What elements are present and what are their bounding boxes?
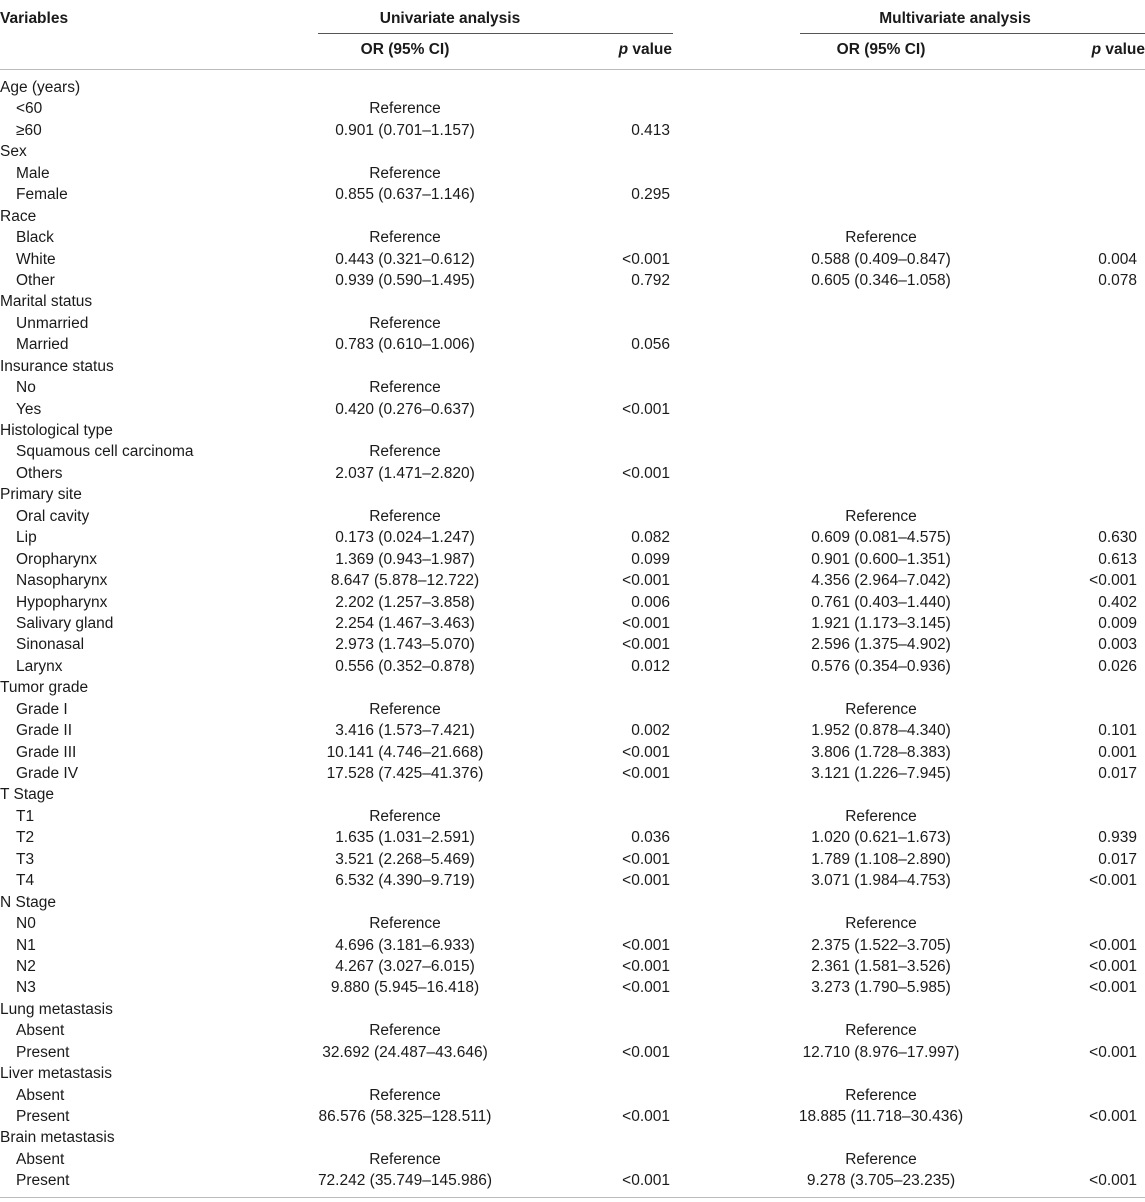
table-row <box>0 270 1145 291</box>
table-row <box>0 313 1145 334</box>
multivariate-p-cell: 0.630 <box>1098 529 1137 547</box>
p-value-word: value <box>628 41 672 58</box>
variable-cell: Squamous cell carcinoma <box>16 443 194 461</box>
univariate-or-cell: Reference <box>369 314 441 332</box>
table-row <box>0 377 1145 398</box>
header-bottom-rule <box>0 69 1145 70</box>
multivariate-or-cell: 2.596 (1.375–4.902) <box>811 636 951 654</box>
variable-cell: Present <box>16 1172 70 1190</box>
variable-cell: Lung metastasis <box>0 1000 113 1018</box>
variable-cell: N3 <box>16 979 36 997</box>
multivariate-or-cell: 0.605 (0.346–1.058) <box>811 271 951 289</box>
table-row <box>0 613 1145 634</box>
table-row <box>0 699 1145 720</box>
table-row <box>0 141 1145 162</box>
univariate-p-cell: <0.001 <box>622 572 670 590</box>
table-row <box>0 913 1145 934</box>
variable-cell: Salivary gland <box>16 614 114 632</box>
variable-cell: Marital status <box>0 293 93 311</box>
variable-cell: Lip <box>16 529 37 547</box>
multivariate-or-cell: 1.952 (0.878–4.340) <box>811 722 951 740</box>
header-variables: Variables <box>0 10 69 27</box>
univariate-or-cell: 2.254 (1.467–3.463) <box>335 614 475 632</box>
univariate-p-cell: 0.792 <box>631 271 670 289</box>
univariate-or-cell: 1.369 (0.943–1.987) <box>335 550 475 568</box>
variable-cell: Oropharynx <box>16 550 97 568</box>
univariate-or-cell: 3.416 (1.573–7.421) <box>335 722 475 740</box>
univariate-or-cell: Reference <box>369 1086 441 1104</box>
univariate-p-cell: <0.001 <box>622 979 670 997</box>
multivariate-p-cell: <0.001 <box>1089 1043 1137 1061</box>
univariate-or-cell: Reference <box>369 915 441 933</box>
variable-cell: Absent <box>16 1086 65 1104</box>
multivariate-or-cell: 1.789 (1.108–2.890) <box>811 850 951 868</box>
table-row <box>0 98 1145 119</box>
multivariate-or-cell: Reference <box>845 915 917 933</box>
multivariate-p-header <box>1030 41 1145 59</box>
univariate-p-cell: <0.001 <box>622 1172 670 1190</box>
table-row <box>0 163 1145 184</box>
univariate-p-cell: 0.056 <box>631 336 670 354</box>
table-row <box>0 227 1145 248</box>
table-row <box>0 1106 1145 1127</box>
table-row <box>0 291 1145 312</box>
univariate-or-cell: Reference <box>369 807 441 825</box>
multivariate-or-cell: 3.121 (1.226–7.945) <box>811 765 951 782</box>
variable-cell: Oral cavity <box>16 507 90 525</box>
variable-cell: Yes <box>16 400 42 418</box>
multivariate-or-cell: Reference <box>845 1086 917 1104</box>
variable-cell: Sex <box>0 143 27 161</box>
variable-cell: Absent <box>16 1022 65 1040</box>
p-italic: p <box>618 41 629 58</box>
variable-cell: Black <box>16 229 54 247</box>
variable-cell: No <box>16 379 36 397</box>
univariate-or-cell: 17.528 (7.425–41.376) <box>326 765 484 782</box>
table-row <box>0 549 1145 570</box>
univariate-or-cell: 32.692 (24.487–43.646) <box>322 1043 488 1061</box>
univariate-p-cell: <0.001 <box>622 765 670 782</box>
univariate-or-header: OR (95% CI) <box>360 41 450 58</box>
univariate-p-cell: 0.082 <box>631 529 670 547</box>
variable-cell: Hypopharynx <box>16 593 108 611</box>
univariate-or-cell: 8.647 (5.878–12.722) <box>330 572 480 590</box>
multivariate-p-cell: 0.101 <box>1098 722 1137 740</box>
variable-cell: Female <box>16 186 68 204</box>
table-row <box>0 1042 1145 1063</box>
multivariate-or-cell: 0.588 (0.409–0.847) <box>811 250 951 268</box>
univariate-or-cell: 0.939 (0.590–1.495) <box>335 271 475 289</box>
variable-cell: Insurance status <box>0 357 114 375</box>
variable-cell: Grade III <box>16 743 77 761</box>
variable-cell: Married <box>16 336 69 354</box>
table-row <box>0 249 1145 270</box>
table-row <box>0 1127 1145 1148</box>
table-row <box>0 742 1145 763</box>
multivariate-or-cell: Reference <box>845 507 917 525</box>
variable-cell: Nasopharynx <box>16 572 108 590</box>
variable-cell: Larynx <box>16 657 63 675</box>
multivariate-or-cell: 12.710 (8.976–17.997) <box>802 1043 960 1061</box>
univariate-or-cell: 72.242 (35.749–145.986) <box>317 1172 493 1190</box>
variable-cell: Age (years) <box>0 79 81 96</box>
variable-cell: Others <box>16 464 63 482</box>
table-row <box>0 634 1145 655</box>
variable-cell: T4 <box>16 872 35 890</box>
table-row <box>0 527 1145 548</box>
table-row <box>0 1170 1145 1191</box>
table-bottom-rule <box>0 1197 1145 1198</box>
variable-cell: Present <box>16 1043 70 1061</box>
multivariate-p-cell: 0.026 <box>1098 657 1137 675</box>
univariate-p-cell: <0.001 <box>622 1108 670 1125</box>
multivariate-or-cell: 2.361 (1.581–3.526) <box>811 957 951 975</box>
univariate-p-cell: <0.001 <box>622 936 670 954</box>
multivariate-or-cell: 1.020 (0.621–1.673) <box>811 829 951 847</box>
univariate-p-cell: <0.001 <box>622 1043 670 1061</box>
table-row <box>0 592 1145 613</box>
table-row <box>0 399 1145 420</box>
univariate-or-cell: Reference <box>369 100 441 118</box>
univariate-or-cell: 0.855 (0.637–1.146) <box>335 186 475 204</box>
table-row <box>0 999 1145 1020</box>
multivariate-p-cell: <0.001 <box>1089 1172 1137 1190</box>
univariate-or-cell: 6.532 (4.390–9.719) <box>335 872 475 890</box>
table-row <box>0 570 1145 591</box>
variable-cell: T Stage <box>0 786 55 804</box>
multivariate-or-cell: Reference <box>845 229 917 247</box>
variable-cell: T1 <box>16 807 35 825</box>
table-row <box>0 892 1145 913</box>
variable-cell: Other <box>16 271 55 289</box>
table-row <box>0 484 1145 505</box>
univariate-or-cell: 2.973 (1.743–5.070) <box>335 636 475 654</box>
multivariate-or-cell: Reference <box>845 1022 917 1040</box>
univariate-p-cell: <0.001 <box>622 872 670 890</box>
univariate-p-cell: 0.036 <box>631 829 670 847</box>
table-row <box>0 463 1145 484</box>
table-row <box>0 206 1145 227</box>
multivariate-p-cell: <0.001 <box>1089 572 1137 590</box>
variable-cell: Histological type <box>0 422 113 439</box>
univariate-or-cell: Reference <box>369 1022 441 1040</box>
multivariate-p-cell: 0.004 <box>1098 250 1137 268</box>
multivariate-p-cell: 0.003 <box>1098 636 1137 654</box>
table-row <box>0 1085 1145 1106</box>
table-row <box>0 1063 1145 1084</box>
table-row <box>0 763 1145 784</box>
table-row <box>0 356 1145 377</box>
variable-cell: Unmarried <box>16 314 89 332</box>
table-row <box>0 677 1145 698</box>
header-multivariate: Multivariate analysis <box>879 10 1031 27</box>
multivariate-p-cell: <0.001 <box>1089 872 1137 890</box>
multivariate-underline <box>800 33 1145 34</box>
multivariate-or-cell: 0.609 (0.081–4.575) <box>811 529 951 547</box>
multivariate-or-cell: 0.761 (0.403–1.440) <box>811 593 951 611</box>
univariate-p-cell: 0.413 <box>631 121 670 139</box>
multivariate-or-cell: 18.885 (11.718–30.436) <box>798 1108 964 1125</box>
table-row <box>0 506 1145 527</box>
multivariate-p-cell: 0.078 <box>1098 271 1137 289</box>
variable-cell: Sinonasal <box>16 636 85 654</box>
multivariate-or-cell: 3.273 (1.790–5.985) <box>811 979 951 997</box>
univariate-p-cell: <0.001 <box>622 614 670 632</box>
variable-cell: Grade IV <box>16 765 79 782</box>
multivariate-or-cell: Reference <box>845 700 917 718</box>
univariate-or-cell: 0.901 (0.701–1.157) <box>335 121 475 139</box>
variable-cell: N1 <box>16 936 36 954</box>
univariate-or-cell: Reference <box>369 164 441 182</box>
multivariate-or-cell: 3.071 (1.984–4.753) <box>811 872 951 890</box>
table-body <box>0 77 1145 1192</box>
univariate-p-cell: <0.001 <box>622 636 670 654</box>
variable-cell: Grade II <box>16 722 72 740</box>
variable-cell: T3 <box>16 850 35 868</box>
univariate-or-cell: 9.880 (5.945–16.418) <box>330 979 480 997</box>
multivariate-or-cell: 1.921 (1.173–3.145) <box>811 614 951 632</box>
univariate-or-cell: Reference <box>369 379 441 397</box>
univariate-or-cell: 2.037 (1.471–2.820) <box>335 464 475 482</box>
multivariate-or-cell: 3.806 (1.728–8.383) <box>811 743 951 761</box>
univariate-or-cell: 0.173 (0.024–1.247) <box>335 529 475 547</box>
table-row <box>0 720 1145 741</box>
variable-cell: Liver metastasis <box>0 1065 112 1083</box>
table-row <box>0 956 1145 977</box>
univariate-or-cell: 1.635 (1.031–2.591) <box>335 829 475 847</box>
univariate-or-cell: 10.141 (4.746–21.668) <box>326 743 484 761</box>
variable-cell: T2 <box>16 829 35 847</box>
univariate-or-cell: 0.443 (0.321–0.612) <box>335 250 475 268</box>
univariate-p-cell: 0.012 <box>631 657 670 675</box>
multivariate-or-cell: 9.278 (3.705–23.235) <box>806 1172 956 1190</box>
variable-cell: N0 <box>16 915 36 933</box>
variable-cell: Brain metastasis <box>0 1129 115 1147</box>
variable-cell: N Stage <box>0 893 57 911</box>
variable-cell: N2 <box>16 957 36 975</box>
multivariate-p-cell: 0.017 <box>1098 850 1137 868</box>
multivariate-p-cell: 0.017 <box>1098 765 1137 782</box>
p-italic: p <box>1091 41 1102 58</box>
multivariate-or-cell: 2.375 (1.522–3.705) <box>811 936 951 954</box>
univariate-p-cell: <0.001 <box>622 464 670 482</box>
table-row <box>0 977 1145 998</box>
univariate-or-cell: Reference <box>369 700 441 718</box>
multivariate-or-cell: 0.901 (0.600–1.351) <box>811 550 951 568</box>
variable-cell: Primary site <box>0 486 82 504</box>
multivariate-or-cell: 4.356 (2.964–7.042) <box>811 572 951 590</box>
variable-cell: ≥60 <box>16 121 42 139</box>
univariate-p-cell: 0.295 <box>631 186 670 204</box>
multivariate-p-cell: 0.001 <box>1098 743 1137 761</box>
univariate-or-cell: 3.521 (2.268–5.469) <box>335 850 475 868</box>
univariate-p-cell: 0.002 <box>631 722 670 740</box>
variable-cell: Tumor grade <box>0 679 89 697</box>
p-value-word: value <box>1101 41 1145 58</box>
multivariate-p-cell: 0.939 <box>1098 829 1137 847</box>
univariate-or-cell: 0.556 (0.352–0.878) <box>335 657 475 675</box>
table-row <box>0 441 1145 462</box>
univariate-or-cell: Reference <box>369 443 441 461</box>
univariate-or-cell: 4.267 (3.027–6.015) <box>335 957 475 975</box>
variable-cell: Present <box>16 1108 70 1125</box>
univariate-or-cell: Reference <box>369 507 441 525</box>
univariate-p-cell: <0.001 <box>622 250 670 268</box>
univariate-or-cell: 0.783 (0.610–1.006) <box>335 336 475 354</box>
univariate-p-cell: <0.001 <box>622 743 670 761</box>
univariate-p-cell: <0.001 <box>622 850 670 868</box>
table-row <box>0 656 1145 677</box>
univariate-or-cell: Reference <box>369 229 441 247</box>
multivariate-or-cell: Reference <box>845 807 917 825</box>
multivariate-p-cell: 0.009 <box>1098 614 1137 632</box>
multivariate-p-cell: <0.001 <box>1089 957 1137 975</box>
table-row <box>0 827 1145 848</box>
table-row <box>0 1149 1145 1170</box>
table-row <box>0 870 1145 891</box>
univariate-or-cell: 2.202 (1.257–3.858) <box>335 593 475 611</box>
univariate-or-cell: 86.576 (58.325–128.511) <box>318 1108 492 1125</box>
table-row <box>0 806 1145 827</box>
table-row <box>0 77 1145 98</box>
univariate-p-header <box>560 41 672 59</box>
table-row <box>0 120 1145 141</box>
univariate-or-cell: Reference <box>369 1150 441 1168</box>
variable-cell: <60 <box>16 100 43 118</box>
table-row <box>0 334 1145 355</box>
univariate-p-cell: 0.099 <box>631 550 670 568</box>
univariate-p-cell: <0.001 <box>622 957 670 975</box>
univariate-underline <box>318 33 673 34</box>
variable-cell: Male <box>16 164 50 182</box>
multivariate-p-cell: <0.001 <box>1089 1108 1137 1125</box>
univariate-or-cell: 4.696 (3.181–6.933) <box>335 936 475 954</box>
header-univariate: Univariate analysis <box>379 10 521 27</box>
variable-cell: Grade I <box>16 700 68 718</box>
multivariate-p-cell: <0.001 <box>1089 979 1137 997</box>
table-row <box>0 784 1145 805</box>
table-row <box>0 420 1145 441</box>
multivariate-p-cell: 0.402 <box>1098 593 1137 611</box>
variable-cell: Race <box>0 207 37 225</box>
univariate-p-cell: 0.006 <box>631 593 670 611</box>
variable-cell: White <box>16 250 56 268</box>
table-row <box>0 849 1145 870</box>
multivariate-or-cell: Reference <box>845 1150 917 1168</box>
multivariate-or-cell: 0.576 (0.354–0.936) <box>811 657 951 675</box>
multivariate-p-cell: 0.613 <box>1098 550 1137 568</box>
univariate-or-cell: 0.420 (0.276–0.637) <box>335 400 475 418</box>
univariate-p-cell: <0.001 <box>622 400 670 418</box>
table-row <box>0 184 1145 205</box>
multivariate-p-cell: <0.001 <box>1089 936 1137 954</box>
variable-cell: Absent <box>16 1150 65 1168</box>
multivariate-or-header: OR (95% CI) <box>836 41 926 58</box>
table-row <box>0 1020 1145 1041</box>
table-row <box>0 935 1145 956</box>
